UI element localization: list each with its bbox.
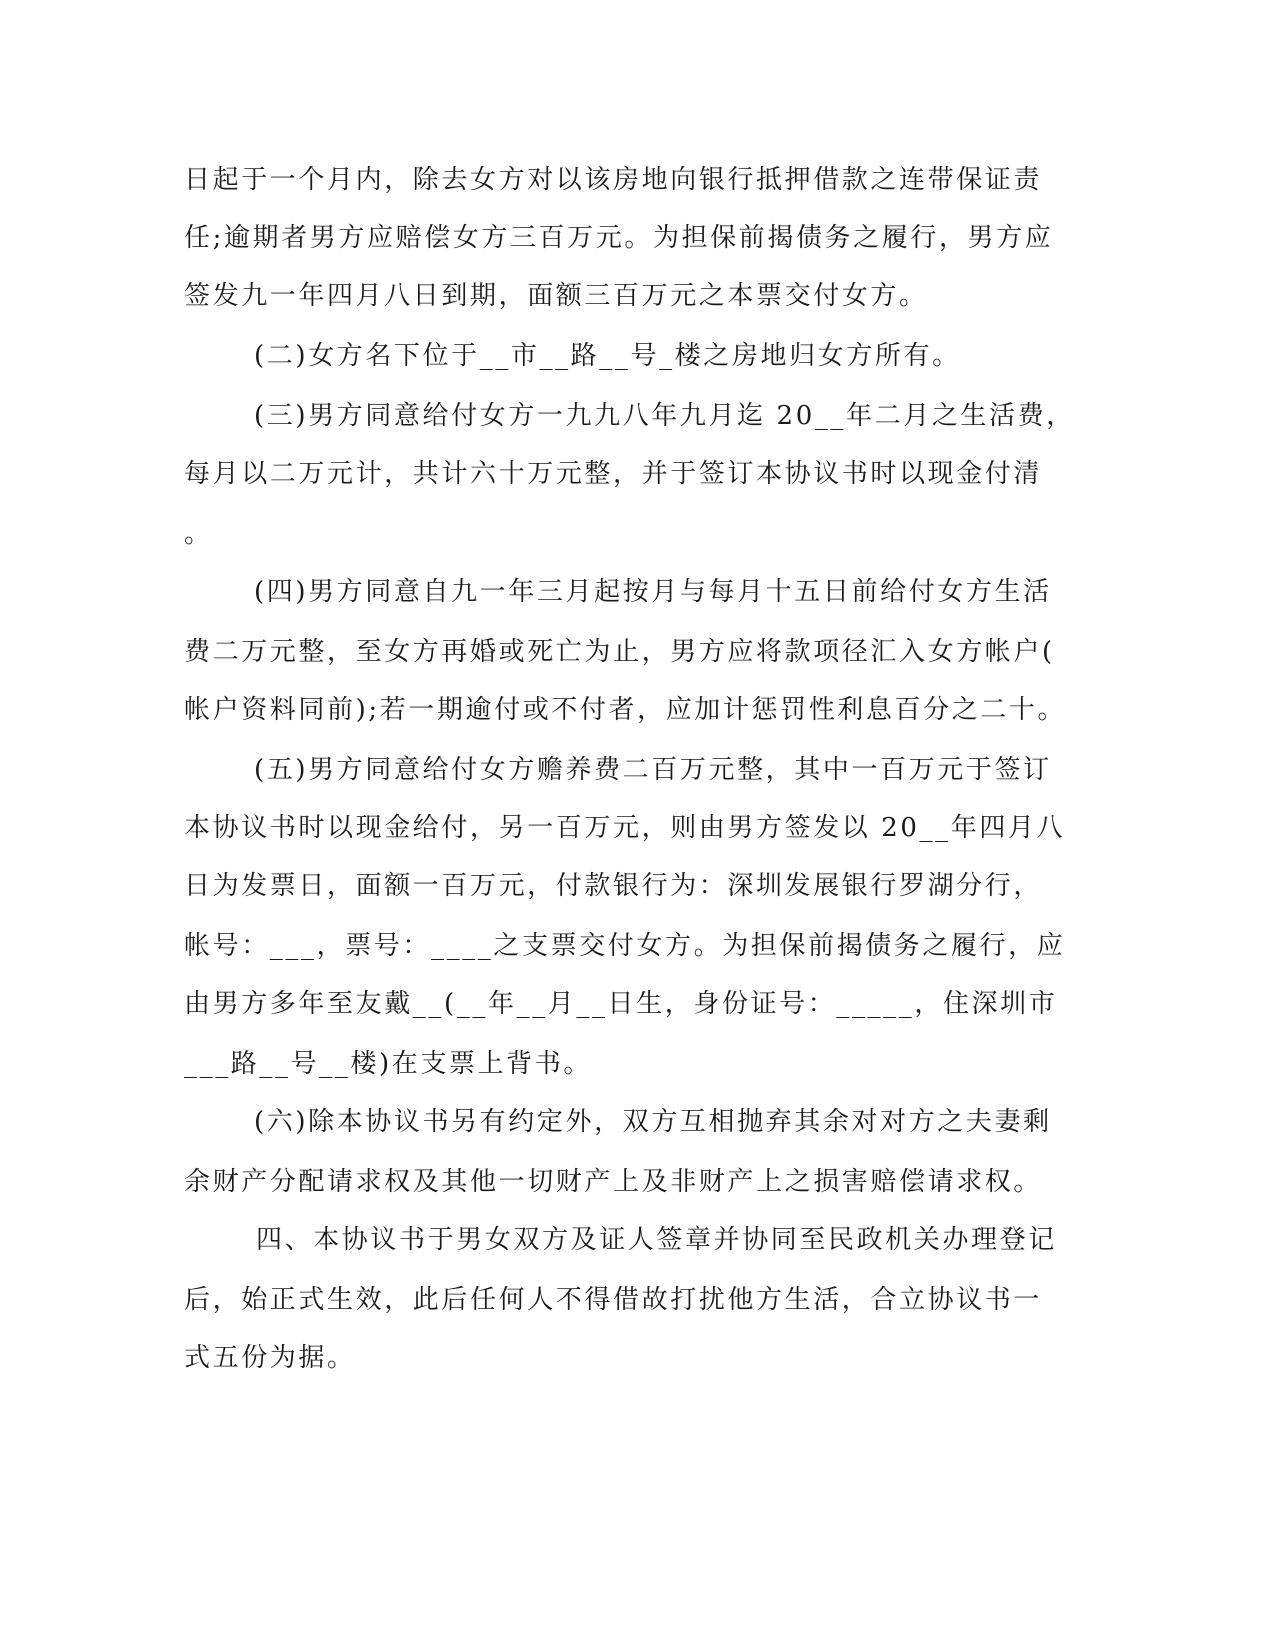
text-line: (六)除本协议书另有约定外，双方互相抛弃其余对对方之夫妻剩: [254, 1107, 1052, 1137]
text-line: (四)男方同意自九一年三月起按月与每月十五日前给付女方生活: [254, 577, 1052, 607]
text-line: 日为发票日，面额一百万元，付款银行为：深圳发展银行罗湖分行，: [184, 871, 1043, 901]
text-line: 本协议书时以现金给付，另一百万元，则由男方签发以 20__年四月八: [184, 813, 1066, 843]
text-line: 式五份为据。: [184, 1343, 356, 1373]
text-line: (三)男方同意给付女方一九九八年九月迄 20__年二月之生活费，: [254, 401, 1075, 431]
text-line: 任;逾期者男方应赔偿女方三百万元。为担保前揭债务之履行，男方应: [184, 223, 1054, 253]
text-line: 每月以二万元计，共计六十万元整，并于签订本协议书时以现金付清: [184, 459, 1043, 489]
text-line: 由男方多年至友戴__(__年__月__日生，身份证号：_____，住深圳市: [184, 989, 1058, 1019]
text-line: ___路__号__楼)在支票上背书。: [184, 1049, 592, 1079]
text-line: 签发九一年四月八日到期，面额三百万元之本票交付女方。: [184, 281, 928, 311]
text-line: 帐号：___，票号：____之支票交付女方。为担保前揭债务之履行，应: [184, 931, 1066, 961]
text-line: 四、本协议书于男女双方及证人签章并协同至民政机关办理登记: [256, 1225, 1057, 1255]
text-line: 。: [184, 519, 213, 549]
text-line: 帐户资料同前);若一期逾付或不付者，应加计惩罚性利息百分之二十。: [184, 695, 1067, 725]
text-line: 日起于一个月内，除去女方对以该房地向银行抵押借款之连带保证责: [184, 165, 1043, 195]
text-line: 后，始正式生效，此后任何人不得借故打扰他方生活，合立协议书一: [184, 1285, 1043, 1315]
text-line: (二)女方名下位于__市__路__号_楼之房地归女方所有。: [254, 341, 961, 371]
text-line: (五)男方同意给付女方赡养费二百万元整，其中一百万元于签订: [254, 755, 1052, 785]
text-line: 余财产分配请求权及其他一切财产上及非财产上之损害赔偿请求权。: [184, 1167, 1043, 1197]
text-line: 费二万元整，至女方再婚或死亡为止，男方应将款项径汇入女方帐户(: [184, 637, 1055, 667]
